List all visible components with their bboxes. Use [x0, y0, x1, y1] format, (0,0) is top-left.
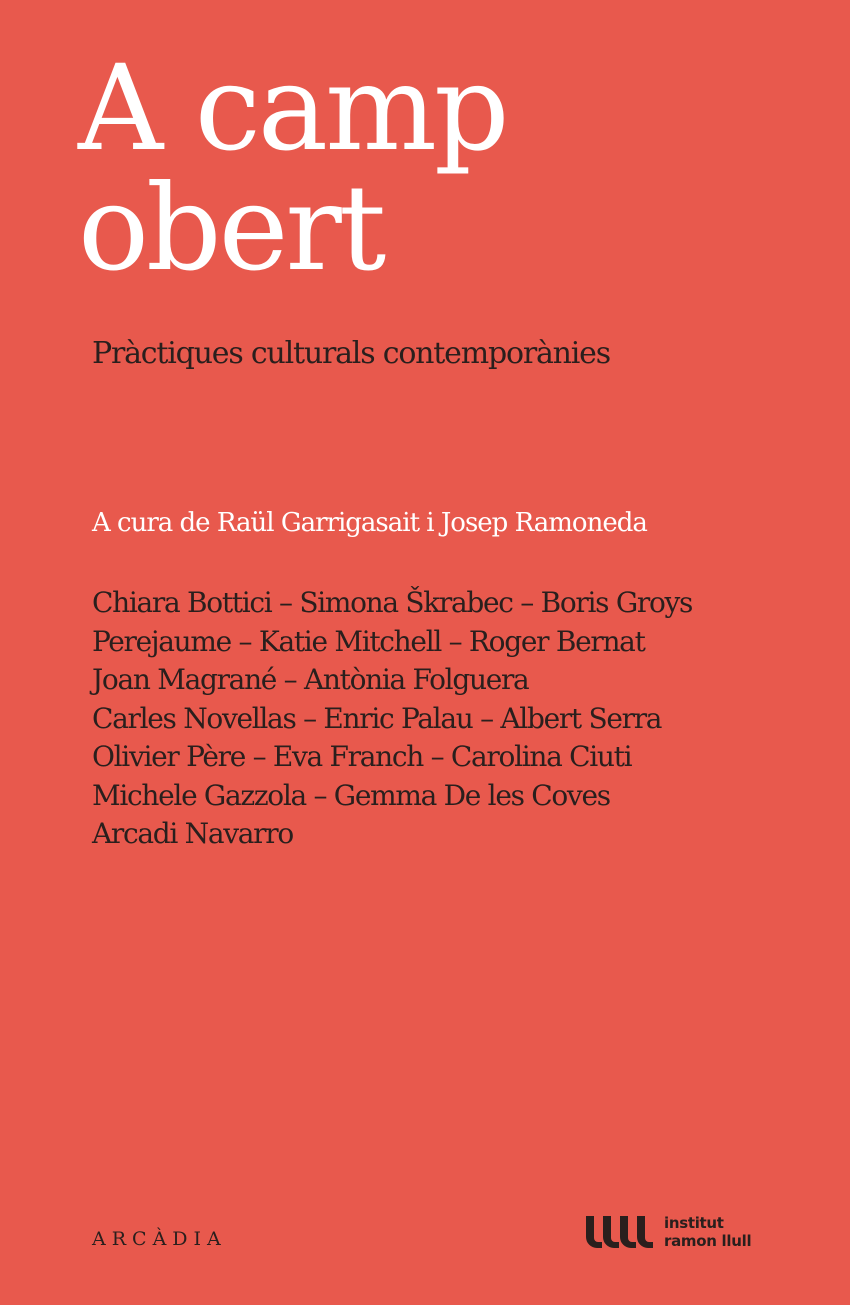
author-line: Carles Novellas – Enric Palau – Albert Serra: [92, 701, 662, 735]
author-list: [92, 584, 692, 854]
author-line: Chiara Bottici – Simona Škrabec – Boris Groys: [92, 586, 693, 619]
institut-ramon-llull-logo: [584, 1214, 751, 1250]
author-line: Joan Magrané – Antònia Folguera: [92, 663, 529, 696]
editors-credit: A cura de Raül Garrigasait i Josep Ramoneda: [92, 508, 647, 538]
institut-ramon-llull-logo-icon: [584, 1214, 656, 1250]
logo-text-line-2: ramon llull: [664, 1232, 752, 1250]
book-title: [78, 39, 507, 297]
author-line: Michele Gazzola – Gemma De les Coves: [92, 778, 610, 812]
publisher-name: ARCÀDIA: [92, 1228, 227, 1250]
author-line: Perejaume – Katie Mitchell – Roger Bernat: [92, 624, 645, 658]
logo-text: [664, 1214, 751, 1250]
logo-text-line-1: institut: [664, 1214, 724, 1232]
book-subtitle: Pràctiques culturals contemporànies: [92, 336, 610, 371]
author-line: Arcadi Navarro: [92, 817, 293, 850]
book-title-line-2: obert: [78, 159, 384, 297]
book-title-line-1: A camp: [78, 39, 507, 177]
author-line: Olivier Père – Eva Franch – Carolina Ciuti: [92, 740, 632, 773]
